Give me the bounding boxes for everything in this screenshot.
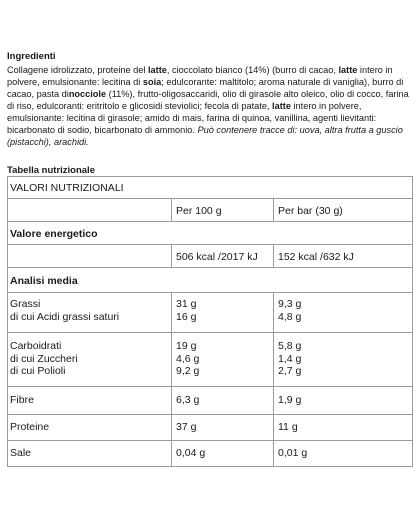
row-protein-per-bar: 11 g xyxy=(278,421,298,433)
row-carbs-per-bar: 5,8 g 1,4 g 2,7 g xyxy=(278,340,302,377)
allergen-text: latte xyxy=(338,65,358,75)
row-fibre-per-bar: 1,9 g xyxy=(278,394,302,406)
table-header: VALORI NUTRIZIONALI xyxy=(10,182,124,194)
table-rule xyxy=(7,292,413,293)
row-fibre-label: Fibre xyxy=(10,394,34,406)
ingredients-title: Ingredienti xyxy=(7,51,56,62)
row-fats-label: Grassi di cui Acidi grassi saturi xyxy=(10,298,120,323)
ingredient-text: (11%), frutto-oligosaccaridi, olio di girasole alto oleico, olio di cocco, farina di riso, edulcoranti: eritritolo e glicosidi steviolici; fecola di patate, xyxy=(7,89,409,111)
column-divider xyxy=(171,198,172,221)
column-divider xyxy=(171,244,172,267)
ingredient-text: Può contenere tracce di: uova, altra frutta a guscio (pistacchi), arachidi. xyxy=(7,125,403,147)
allergen-text: nocciole xyxy=(68,89,107,99)
ingredients-text xyxy=(7,64,417,148)
allergen-text: soia xyxy=(142,77,162,87)
table-border xyxy=(7,176,8,467)
row-protein-per-100g: 37 g xyxy=(176,421,197,433)
table-rule xyxy=(7,221,413,222)
column-per-100g: Per 100 g xyxy=(176,205,222,217)
column-per-bar: Per bar (30 g) xyxy=(278,205,343,217)
table-rule xyxy=(7,332,413,333)
table-border xyxy=(7,176,413,177)
row-salt-per-100g: 0,04 g xyxy=(176,447,206,459)
table-rule xyxy=(7,414,413,415)
column-divider xyxy=(273,198,274,221)
table-rule xyxy=(7,440,413,441)
row-carbs-per-100g: 19 g 4,6 g 9,2 g xyxy=(176,340,200,377)
table-caption: Tabella nutrizionale xyxy=(7,165,95,176)
allergen-text: latte xyxy=(147,65,167,75)
table-rule xyxy=(7,244,413,245)
energy-per-bar: 152 kcal /632 kJ xyxy=(278,251,354,263)
analysis-label: Analisi media xyxy=(10,275,78,287)
ingredient-text: , cioccolato bianco (14%) (burro di cacao, xyxy=(166,65,339,75)
ingredient-text: ; edulcorante: maltitolo; aroma naturale di vaniglia), burro di cacao, pasta di xyxy=(7,77,404,99)
table-rule xyxy=(7,267,413,268)
column-divider xyxy=(171,292,172,466)
row-protein-label: Proteine xyxy=(10,421,50,433)
energy-label: Valore energetico xyxy=(10,228,98,240)
row-salt-per-bar: 0,01 g xyxy=(278,447,308,459)
table-rule xyxy=(7,198,413,199)
table-border xyxy=(7,466,413,467)
row-fats-per-bar: 9,3 g 4,8 g xyxy=(278,298,302,323)
ingredient-text: intero in polvere, emulsionante: lecitina di girasole; amido di mais, farina di quinoa, vanillina, agenti lievitanti: bicarbonato di sodio, bicarbonato di ammonio. xyxy=(7,101,377,135)
row-carbs-label: Carboidrati di cui Zuccheri di cui Polioli xyxy=(10,340,78,377)
ingredient-text: Collagene idrolizzato, proteine del xyxy=(7,65,148,75)
allergen-text: latte xyxy=(272,101,291,111)
row-fats-per-100g: 31 g 16 g xyxy=(176,298,197,323)
table-rule xyxy=(7,386,413,387)
row-salt-label: Sale xyxy=(10,447,32,459)
nutrition-table xyxy=(7,176,413,474)
table-border xyxy=(412,176,413,467)
row-fibre-per-100g: 6,3 g xyxy=(176,394,200,406)
column-divider xyxy=(273,244,274,267)
energy-per-100g: 506 kcal /2017 kJ xyxy=(176,251,258,263)
ingredient-text: intero in polvere, emulsionante: lecitina di xyxy=(7,65,393,87)
column-divider xyxy=(273,292,274,466)
